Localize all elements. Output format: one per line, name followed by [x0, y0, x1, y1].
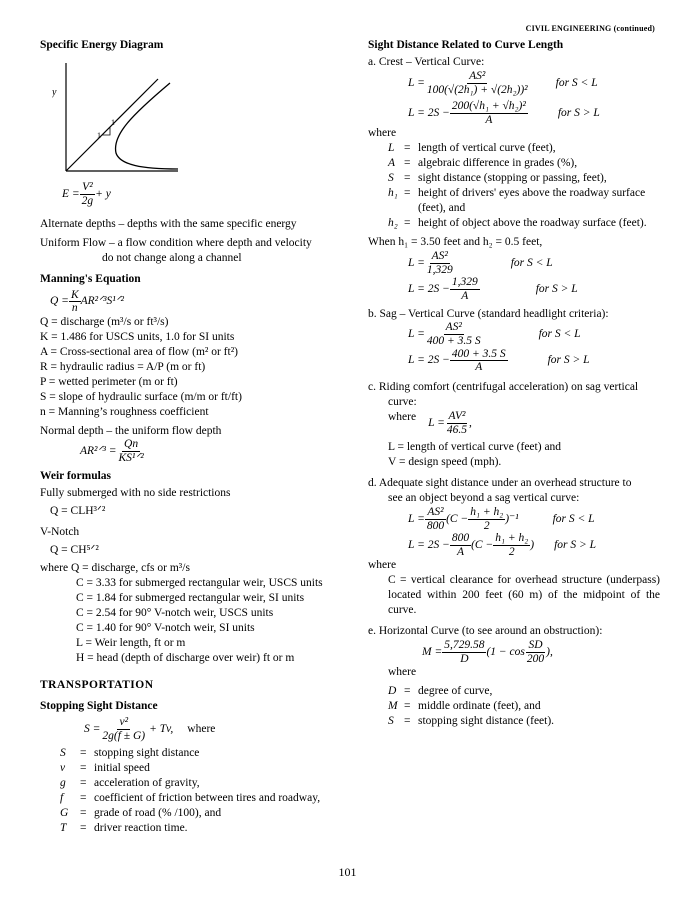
transportation-title: TRANSPORTATION: [40, 679, 154, 691]
riding-label-1: c. Riding comfort (centrifugal acceleration) on sag vertical: [368, 381, 639, 393]
when-eq-2: L = 2S − $\frac{1,329}{A}$ for S > L: [408, 276, 578, 302]
riding-def-1: L = length of vertical curve (feet) and: [388, 441, 562, 454]
overhead-eq-1: L = $\frac{\text{AS²}}{800}$ (C − $\frac{\text{h₁ + h₂}}{2}$ )⁻¹ for S < L: [408, 505, 595, 532]
specific-energy-equation: E = $\frac{\text{V²}}{2g}$ + y: [62, 180, 111, 207]
ssd-def: S = stopping sight distance: [60, 747, 200, 760]
crest-def: A = algebraic difference in grades (%),: [388, 157, 578, 170]
weir-def: L = Weir length, ft or m: [76, 637, 186, 650]
manning-def: S = slope of hydraulic surface (m/m or ft/ft): [40, 390, 242, 403]
sag-eq-2: L = 2S − $\frac{400 + 3.5 S}{A}$ for S > L: [408, 347, 590, 374]
slope-mark-top: 1: [111, 117, 115, 127]
horizontal-definitions: [368, 684, 660, 729]
manning-def: R = hydraulic radius = A/P (m or ft): [40, 360, 206, 373]
vnotch-equation: Q = CH⁵ᐟ²: [50, 543, 99, 556]
specific-energy-plot: [52, 55, 182, 185]
page-header: CIVIL ENGINEERING (continued): [525, 24, 655, 33]
riding-label-2: curve:: [388, 395, 417, 408]
ssd-def: T = driver reaction time.: [60, 821, 188, 834]
left-column: [40, 38, 340, 836]
slope-mark-left: 1: [97, 130, 101, 140]
uniform-flow-line2: do not change along a channel: [102, 251, 242, 264]
sag-label: b. Sag – Vertical Curve (standard headlight criteria):: [368, 307, 609, 320]
weir-def: H = head (depth of discharge over weir) ft or m: [76, 652, 295, 665]
ssd-def: g = acceleration of gravity,: [60, 777, 200, 790]
ssd-def: f = coefficient of friction between tires and roadway,: [60, 791, 321, 804]
vnotch-label: V-Notch: [40, 525, 80, 538]
when-line: When h₁ = 3.50 feet and h₂ = 0.5 feet,: [368, 236, 543, 248]
riding-equation: where L = $\frac{\text{AV²}}{46.5}$ ,: [388, 409, 472, 436]
weir-def: C = 2.54 for 90° V-notch weir, USCS units: [76, 607, 274, 620]
manning-definitions: [40, 315, 340, 420]
when-eq-1: L = $\frac{\text{AS²}}{1,329}$ for S < L: [408, 249, 553, 276]
uniform-flow-line1: Uniform Flow – a flow condition where depth and velocity: [40, 236, 312, 249]
right-column: [368, 38, 660, 729]
manning-equation: Q = $\frac{K}{n}$ AR²ᐟ³S¹ᐟ²: [50, 288, 124, 315]
weir-where: where Q = discharge, cfs or m³/s: [40, 562, 190, 575]
horizontal-def: M = middle ordinate (feet), and: [388, 700, 541, 713]
weir-full: Fully submerged with no side restrictions: [40, 486, 231, 499]
alternate-depths: Alternate depths – depths with the same specific energy: [40, 217, 297, 230]
manning-def: K = 1.486 for USCS units, 1.0 for SI units: [40, 330, 235, 343]
sight-distance-title: Sight Distance Related to Curve Length: [368, 39, 564, 51]
horizontal-def: S = stopping sight distance (feet).: [388, 715, 555, 728]
horizontal-label: e. Horizontal Curve (to see around an obstruction):: [368, 625, 603, 638]
horizontal-equation: M = $\frac{5,729.58}{D}$ (1 − cos $\frac{SD}{200}$ ),: [422, 639, 553, 665]
manning-def: A = Cross-sectional area of flow (m² or ft²): [40, 345, 238, 358]
weir-title: Weir formulas: [40, 469, 112, 482]
specific-energy-diagram: [52, 55, 182, 205]
horizontal-def: D = degree of curve,: [388, 685, 493, 698]
specific-energy-title: Specific Energy Diagram: [40, 39, 164, 51]
crest-def: S = sight distance (stopping or passing, feet),: [388, 172, 607, 185]
crest-def: h₁ = height of drivers' eyes above the roadway surface (feet), and: [388, 187, 646, 215]
normal-depth: Normal depth – the uniform flow depth: [40, 424, 222, 437]
riding-def-2: V = design speed (mph).: [388, 456, 502, 469]
ssd-def: v = initial speed: [60, 762, 150, 775]
crest-eq-1: L = $\frac{\text{AS²}}{\text{100(√(2h₁) + √(2h₂))²}}$ for S < L: [408, 69, 598, 96]
ssd-equation: S = $\frac{\text{v²}}{2g(f \pm G)}$ + Tv, where: [84, 715, 216, 742]
page-number: 101: [338, 865, 357, 879]
crest-definitions: [368, 141, 660, 231]
ssd-def: G = grade of road (% /100), and: [60, 806, 222, 819]
horizontal-where: where: [388, 666, 417, 679]
weir-def: C = 1.40 for 90° V-notch weir, SI units: [76, 622, 255, 635]
weir-def: C = 3.33 for submerged rectangular weir, USCS units: [76, 577, 323, 590]
manning-def: P = wetted perimeter (m or ft): [40, 375, 178, 388]
weir-def: C = 1.84 for submerged rectangular weir, SI units: [76, 592, 305, 605]
crest-def: h₂ = height of object above the roadway surface (feet).: [388, 217, 647, 230]
normal-depth-equation: AR²ᐟ³ = $\frac{Qn}{\text{KS¹ᐟ²}}$: [80, 438, 144, 465]
manning-def: Q = discharge (m³/s or ft³/s): [40, 315, 169, 328]
manning-def: n = Manning’s roughness coefficient: [40, 405, 209, 418]
ssd-title: Stopping Sight Distance: [40, 699, 158, 712]
overhead-eq-2: L = 2S − $\frac{800}{A}$ (C − $\frac{\text{h₁ + h₂}}{2}$ ) for S > L: [408, 532, 597, 558]
overhead-label-1: d. Adequate sight distance under an overhead structure to: [368, 477, 632, 490]
sag-eq-1: L = $\frac{\text{AS²}}{400 + 3.5 S}$ for S < L: [408, 321, 581, 348]
manning-title: Manning's Equation: [40, 272, 141, 285]
crest-label: a. Crest – Vertical Curve:: [368, 55, 485, 68]
y-axis-label: y: [52, 86, 57, 98]
ssd-definitions: [40, 746, 340, 836]
crest-where: where: [368, 127, 397, 140]
overhead-label-2: see an object beyond a sag vertical curve:: [388, 491, 580, 504]
weir-full-equation: Q = CLH³ᐟ²: [50, 504, 106, 517]
weir-definitions: [40, 576, 340, 666]
energy-curve: [115, 83, 178, 169]
overhead-where: where: [368, 559, 397, 572]
overhead-def: C = vertical clearance for overhead structure (underpass) located within 200 feet (60 m) of the midpoint of the curve.: [388, 574, 660, 617]
crest-def: L = length of vertical curve (feet),: [388, 142, 556, 155]
crest-eq-2: L = 2S − $\frac{\text{200(√h₁ + √h₂)²}}{A}$ for S > L: [408, 100, 600, 126]
